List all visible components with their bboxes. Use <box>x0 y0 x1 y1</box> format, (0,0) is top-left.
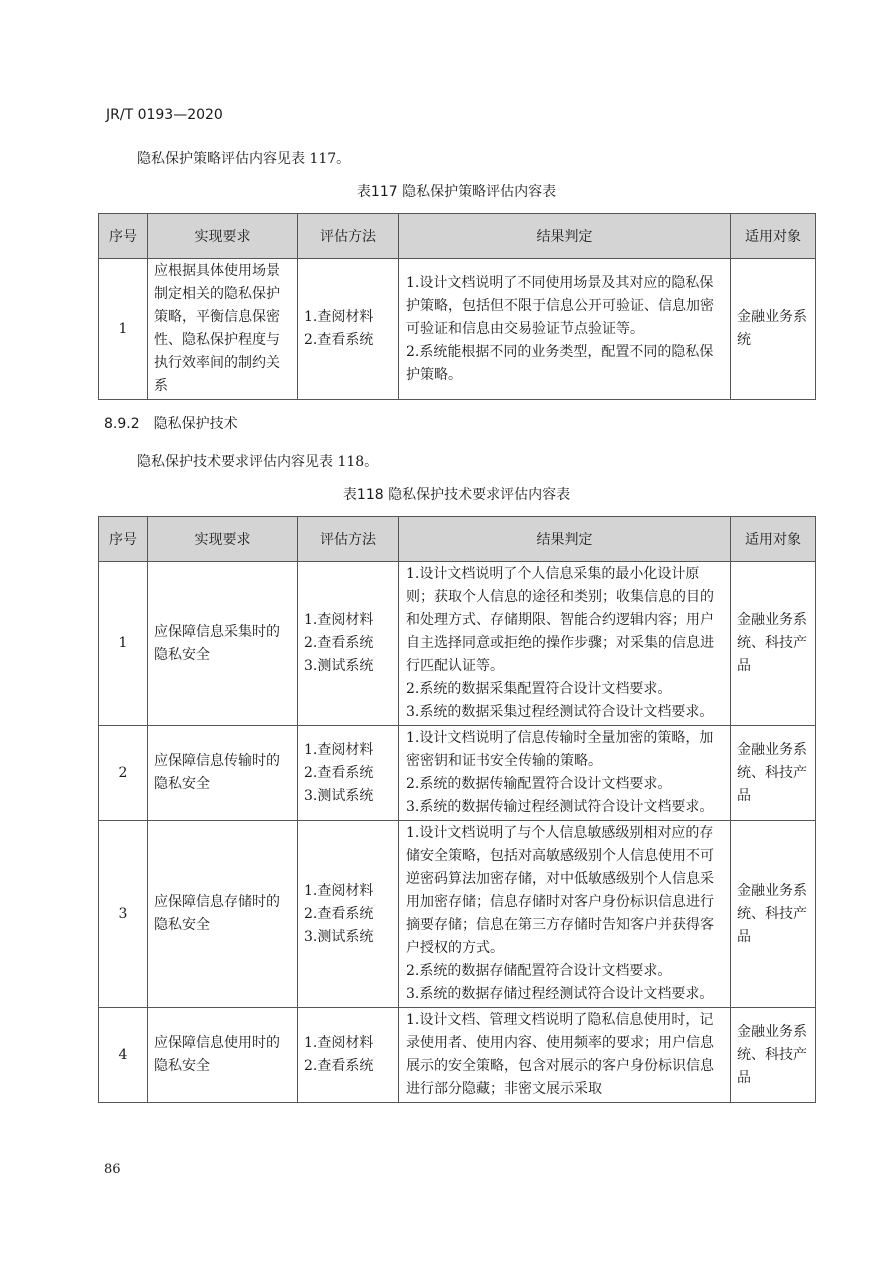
row-results <box>399 1008 731 1103</box>
row-requirement: 应保障信息采集时的隐私安全 <box>148 562 298 726</box>
method-item: 2.查看系统 <box>304 1058 374 1074</box>
col-header-result: 结果判定 <box>399 214 731 259</box>
row-target: 金融业务系统、科技产品 <box>731 821 816 1008</box>
row-results <box>399 562 731 726</box>
row-results <box>399 821 731 1008</box>
method-item: 2.查看系统 <box>304 764 374 781</box>
result-item: 1.设计文档说明了个人信息采集的最小化设计原则；获取个人信息的途径和类别；收集信息的目的和处理方式、存储期限、智能合约逻辑内容；用户自主选择同意或拒绝的操作步骤；对采集的信息进行匹配认证等。 <box>406 566 714 674</box>
col-header-requirement: 实现要求 <box>148 214 298 259</box>
row-results <box>399 259 731 400</box>
row-methods <box>298 1008 399 1103</box>
result-item: 2.系统的数据采集配置符合设计文档要求。 <box>406 681 672 697</box>
result-item: 1.设计文档说明了不同使用场景及其对应的隐私保护策略，包括但不限于信息公开可验证、信息加密可验证和信息由交易验证节点验证等。 <box>406 274 714 337</box>
col-header-target: 适用对象 <box>731 517 816 562</box>
table-row <box>99 562 816 726</box>
intro-table117: 隐私保护策略评估内容见表 117。 <box>137 151 351 167</box>
row-target: 金融业务系统、科技产品 <box>731 726 816 821</box>
col-header-result: 结果判定 <box>399 517 731 562</box>
table-row <box>99 821 816 1008</box>
row-target: 金融业务系统、科技产品 <box>731 562 816 726</box>
table117-header-row <box>99 214 816 259</box>
table118 <box>98 516 816 1103</box>
method-item: 1.查阅材料 <box>304 741 374 758</box>
table-row <box>99 726 816 821</box>
col-header-no: 序号 <box>99 214 148 259</box>
method-item: 1.查阅材料 <box>304 1035 374 1051</box>
result-item: 1.设计文档说明了信息传输时全量加密的策略，加密密钥和证书安全传输的策略。 <box>406 730 714 769</box>
col-header-target: 适用对象 <box>731 214 816 259</box>
section-number: 8.9.2 <box>104 416 140 432</box>
method-item: 2.查看系统 <box>304 635 374 651</box>
row-requirement: 应根据具体使用场景制定相关的隐私保护策略，平衡信息保密性、隐私保护程度与执行效率间的制约关系 <box>148 259 298 400</box>
table-row <box>99 259 816 400</box>
row-number: 1 <box>99 562 148 726</box>
table118-caption: 表118 隐私保护技术要求评估内容表 <box>342 487 571 503</box>
section-title: 隐私保护技术 <box>153 416 238 432</box>
row-number: 4 <box>99 1008 148 1103</box>
result-item: 3.系统的数据采集过程经测试符合设计文档要求。 <box>406 704 714 720</box>
row-target: 金融业务系统 <box>731 259 816 400</box>
section-heading <box>104 413 238 433</box>
row-requirement: 应保障信息存储时的隐私安全 <box>148 821 298 1008</box>
col-header-method: 评估方法 <box>298 517 399 562</box>
row-methods <box>298 562 399 726</box>
method-item: 2.查看系统 <box>304 332 374 348</box>
row-number: 3 <box>99 821 148 1008</box>
intro-table118: 隐私保护技术要求评估内容见表 118。 <box>137 454 379 470</box>
row-methods <box>298 821 399 1008</box>
method-item: 1.查阅材料 <box>304 612 374 628</box>
method-item: 1.查阅材料 <box>304 882 374 899</box>
result-item: 2.系统的数据存储配置符合设计文档要求。 <box>406 963 672 979</box>
method-item: 3.测试系统 <box>304 928 374 945</box>
document-code: JR/T 0193—2020 <box>106 107 223 123</box>
page-number: 86 <box>104 1162 121 1177</box>
result-item: 1.设计文档、管理文档说明了隐私信息使用时，记录使用者、使用内容、使用频率的要求；用户信息展示的安全策略，包含对展示的客户身份标识信息进行部分隐藏；非密文展示采取 <box>406 1012 714 1097</box>
col-header-requirement: 实现要求 <box>148 517 298 562</box>
col-header-no: 序号 <box>99 517 148 562</box>
table117-caption: 表117 隐私保护策略评估内容表 <box>356 184 557 200</box>
row-target: 金融业务系统、科技产品 <box>731 1008 816 1103</box>
method-item: 3.测试系统 <box>304 658 374 674</box>
row-requirement: 应保障信息传输时的隐私安全 <box>148 726 298 821</box>
row-requirement: 应保障信息使用时的隐私安全 <box>148 1008 298 1103</box>
method-item: 2.查看系统 <box>304 905 374 922</box>
result-item: 3.系统的数据传输过程经测试符合设计文档要求。 <box>406 799 714 815</box>
row-number: 1 <box>99 259 148 400</box>
result-item: 2.系统能根据不同的业务类型，配置不同的隐私保护策略。 <box>406 343 714 383</box>
table-row <box>99 1008 816 1103</box>
table118-header-row <box>99 517 816 562</box>
row-methods <box>298 259 399 400</box>
row-number: 2 <box>99 726 148 821</box>
result-item: 2.系统的数据传输配置符合设计文档要求。 <box>406 776 672 792</box>
method-item: 1.查阅材料 <box>304 309 374 325</box>
method-item: 3.测试系统 <box>304 787 374 804</box>
row-methods <box>298 726 399 821</box>
col-header-method: 评估方法 <box>298 214 399 259</box>
table117 <box>98 213 816 400</box>
row-results <box>399 726 731 821</box>
result-item: 1.设计文档说明了与个人信息敏感级别相对应的存储安全策略，包括对高敏感级别个人信息使用不可逆密码算法加密存储，对中低敏感级别个人信息采用加密存储；信息存储时对客户身份标识信息进行摘要存储；信息在第三方存储时告知客户并获得客户授权的方式。 <box>406 825 714 956</box>
result-item: 3.系统的数据存储过程经测试符合设计文档要求。 <box>406 986 714 1002</box>
